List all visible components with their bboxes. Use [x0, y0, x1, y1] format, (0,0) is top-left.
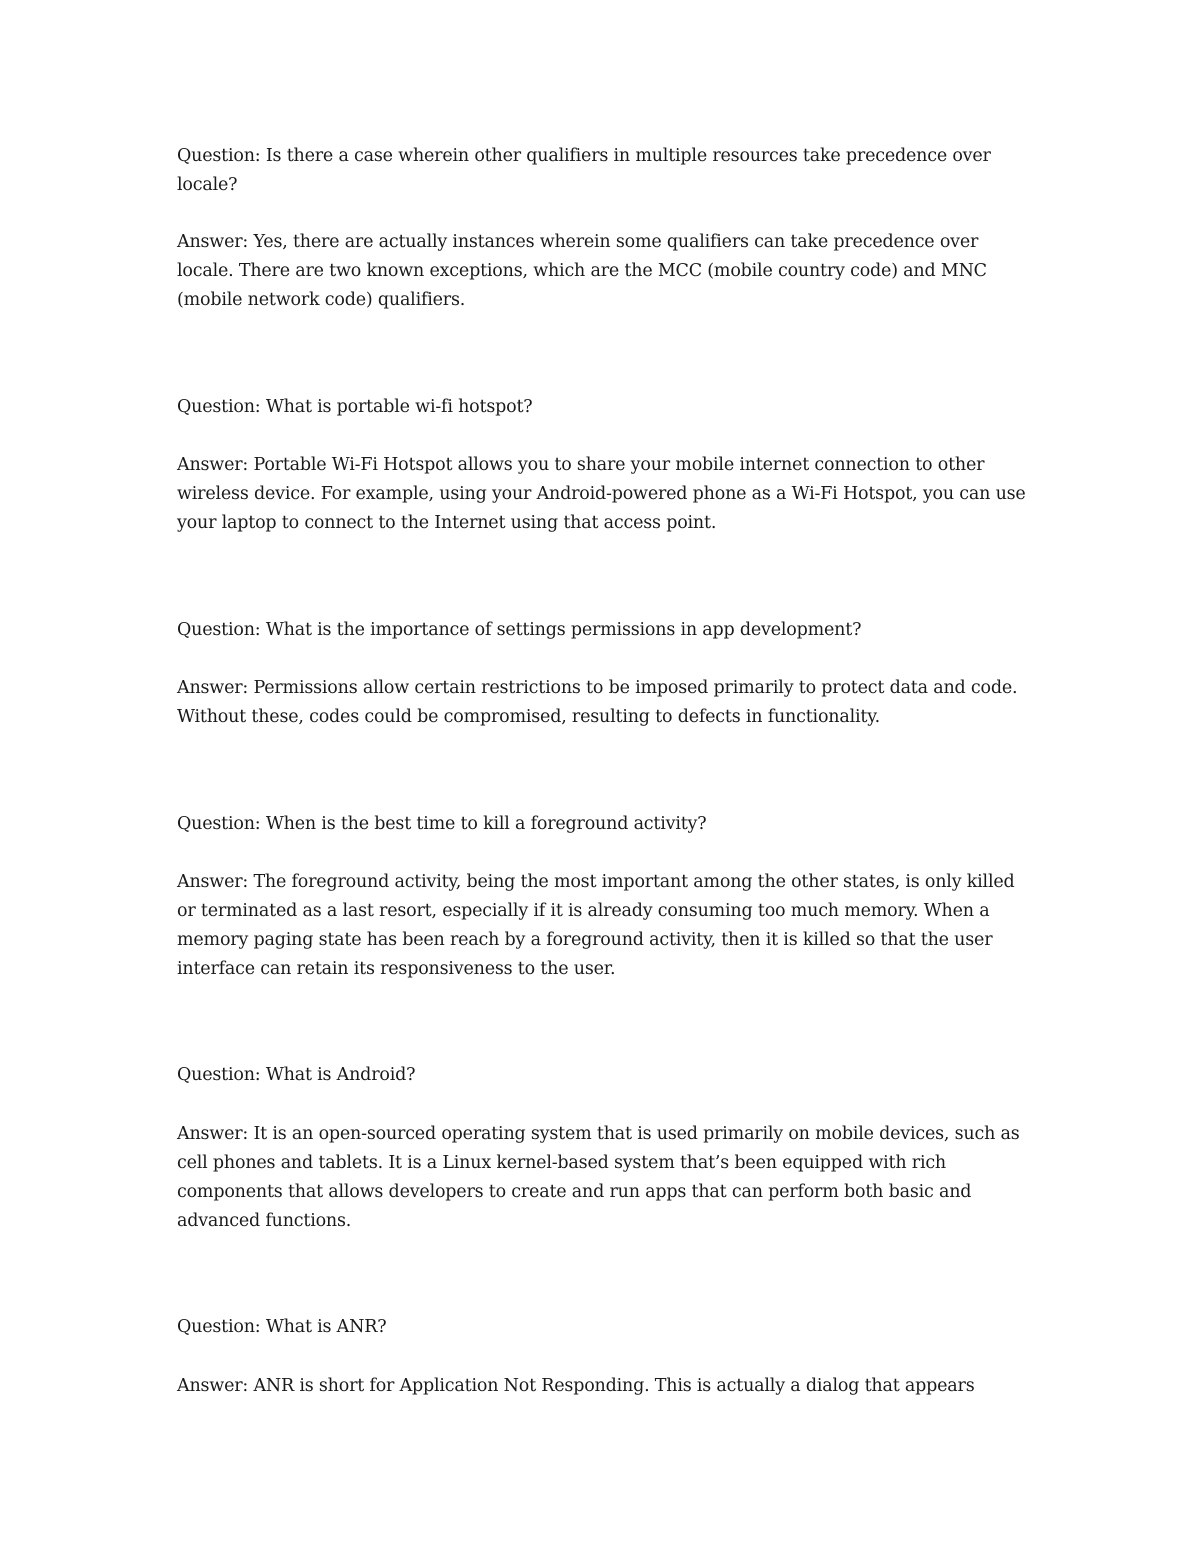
question-3: Question: What is the importance of settings permissions in app development?	[177, 620, 862, 640]
answer-4: Answer: The foreground activity, being the most important among the other states, is only killed or terminated as a last resort, especially if it is already consuming too much memory. When a memory paging state has been reach by a foreground activity, then it is killed so that the user interface can retain its responsiveness to the user.	[177, 872, 1015, 979]
answer-2: Answer: Portable Wi-Fi Hotspot allows you to share your mobile internet connection to other wireless device. For example, using your Android-powered phone as a Wi-Fi Hotspot, you can use your laptop to connect to the Internet using that access point.	[177, 455, 1026, 533]
question-5: Question: What is Android?	[177, 1065, 416, 1085]
answer-3: Answer: Permissions allow certain restrictions to be imposed primarily to protect data and code. Without these, codes could be compromised, resulting to defects in functionality.	[177, 678, 1018, 727]
answer-5: Answer: It is an open-sourced operating system that is used primarily on mobile devices, such as cell phones and tablets. It is a Linux kernel-based system that’s been equipped with rich components that allows developers to create and run apps that can perform both basic and advanced functions.	[177, 1124, 1020, 1231]
question-1: Question: Is there a case wherein other qualifiers in multiple resources take precedence over locale?	[177, 146, 991, 195]
answer-6: Answer: ANR is short for Application Not Responding. This is actually a dialog that appears	[177, 1376, 975, 1396]
question-2: Question: What is portable wi-fi hotspot?	[177, 397, 533, 417]
answer-1: Answer: Yes, there are actually instances wherein some qualifiers can take precedence over locale. There are two known exceptions, which are the MCC (mobile country code) and MNC (mobile network code) qualifiers.	[177, 232, 987, 310]
question-4: Question: When is the best time to kill a foreground activity?	[177, 814, 707, 834]
question-6: Question: What is ANR?	[177, 1317, 387, 1337]
